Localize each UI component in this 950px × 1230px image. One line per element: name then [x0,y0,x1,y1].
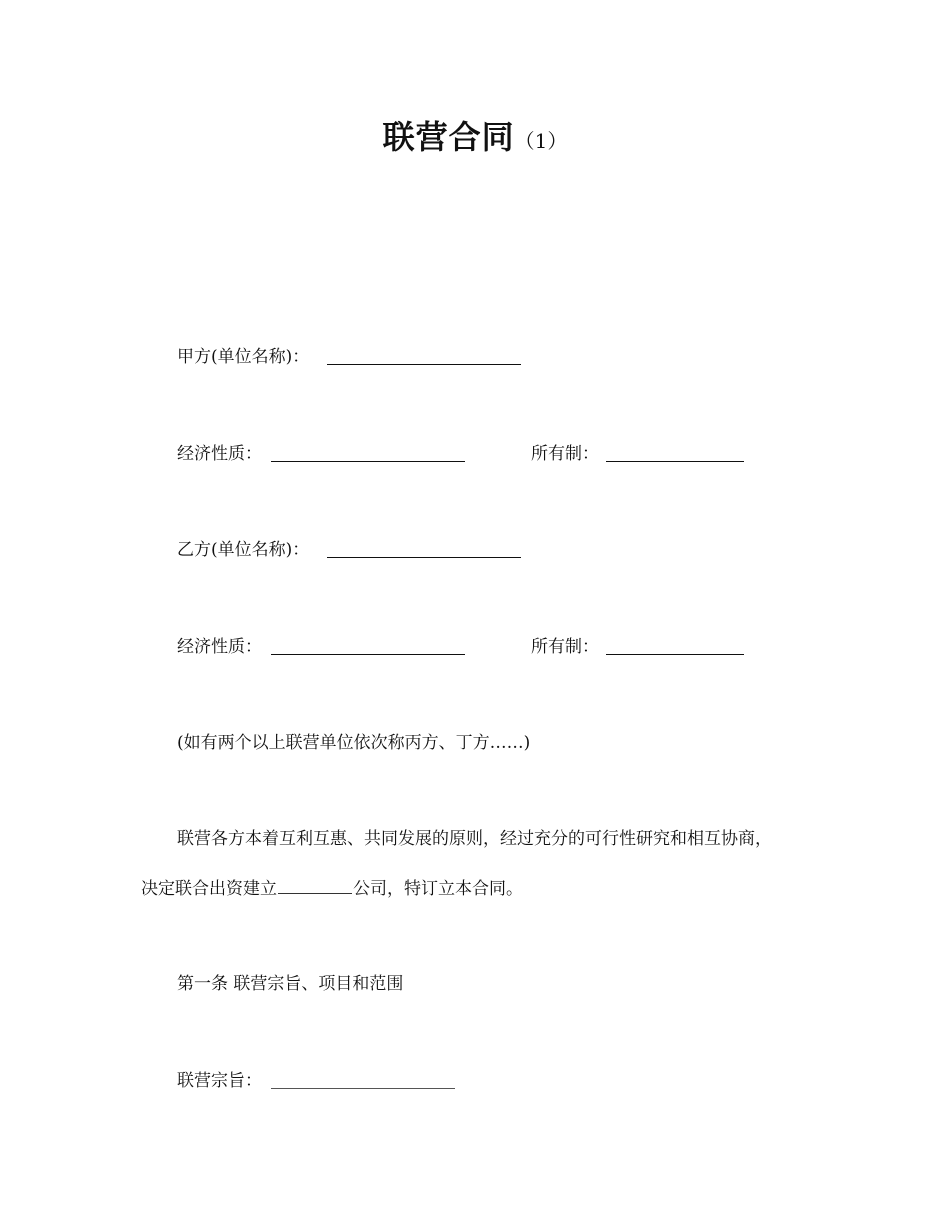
party-b-nature-blank[interactable] [271,654,465,655]
additional-parties-note: (如有两个以上联营单位依次称丙方、丁方……) [177,733,531,753]
title-main: 联营合同 [382,118,515,156]
intro-line-2-before: 决定联合出资建立 [141,879,277,899]
party-b-label: 乙方(单位名称)： [177,540,310,560]
title-suffix: （1） [514,129,568,153]
party-b-nature-label: 经济性质： [177,637,262,657]
company-name-blank[interactable] [278,877,352,894]
article-1-heading: 第一条 联营宗旨、项目和范围 [177,974,404,994]
party-a-label: 甲方(单位名称)： [177,347,310,367]
party-b-name-blank[interactable] [327,557,521,558]
purpose-blank[interactable] [271,1088,455,1089]
intro-paragraph-line-2 [141,877,523,900]
purpose-label: 联营宗旨： [177,1071,262,1091]
party-a-nature-blank[interactable] [271,461,465,462]
intro-line-2-after: 公司，特订立本合同。 [353,879,523,899]
party-a-nature-label: 经济性质： [177,444,262,464]
party-b-ownership-label: 所有制： [531,637,599,657]
party-a-ownership-label: 所有制： [531,444,599,464]
document-title [0,112,950,158]
intro-paragraph-line-1: 联营各方本着互利互惠、共同发展的原则，经过充分的可行性研究和相互协商， [177,829,772,849]
party-a-name-blank[interactable] [327,364,521,365]
party-a-ownership-blank[interactable] [606,461,744,462]
party-b-ownership-blank[interactable] [606,654,744,655]
